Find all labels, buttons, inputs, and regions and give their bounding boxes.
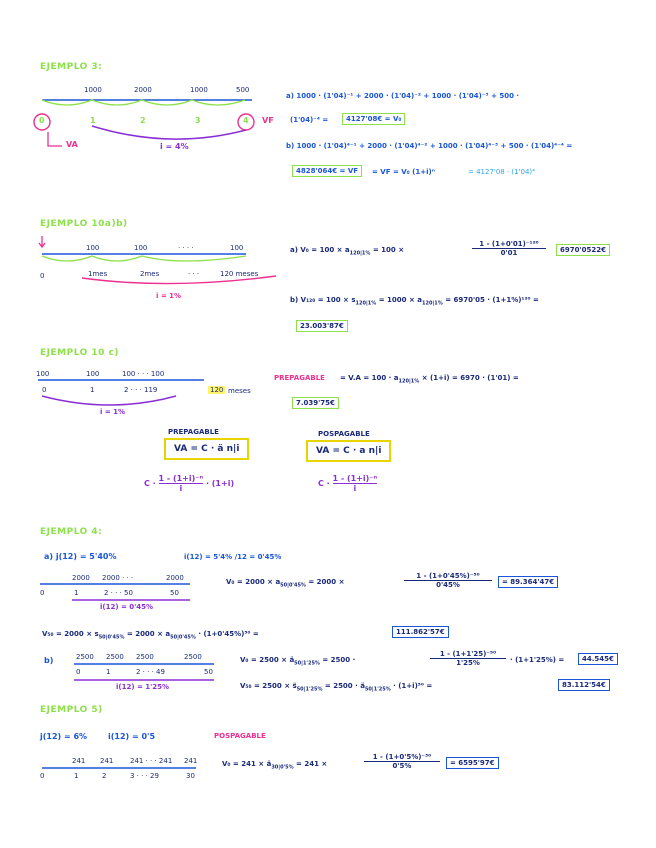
ex4-b-label: b) [44,656,54,665]
ex4b-node-3: 50 [204,668,213,676]
ex5-monthly-rate: i(12) = 0'5 [108,732,156,741]
ex3-tick-4: 500 [236,86,250,94]
ex5-tick-2: 241 [100,757,114,765]
ex3-node-2: 2 [140,116,146,125]
ex3-eq-b-line1: b) 1000 · (1'04)⁴⁻¹ + 2000 · (1'04)⁴⁻² + 1000 · (1'04)⁴⁻³ + 500 · (1'04)⁴⁻⁴ = [286,142,573,150]
ex10c-node-last: 120 [210,386,224,394]
ex10ab-tick-4: 100 [230,244,244,252]
ex4a-node-0: 0 [40,589,45,597]
ex10ab-rate: i = 1% [156,292,182,300]
ex10c-node-1: 1 [90,386,95,394]
ex10ab-tick-2: 100 [134,244,148,252]
ex5-tick-4: 241 [184,757,198,765]
ex4-v50-eq: $V_{50} = 2000 \times s_{50|0'45\%} = 2000 \times a_{50|0'45\%} \cdot (1+0'45\%)^{50}$ = [42,630,259,641]
ex10ab-tick-3: · · · · [178,244,194,252]
ex10ab-result-a: 6970'0522€ [556,244,610,256]
ex4b-node-2: 2 · · · 49 [136,668,165,676]
ex3-result-vf: 4828'064€ = VF [292,165,362,177]
ex10ab-node-1: 1mes [88,270,108,278]
ex4b-v50-eq: $V_{50} = 2500 \times s̈_{50|1'25\%} = 2500$ · $ä_{50|1'25\%} \cdot (1+i)^{50}$ = [240,682,433,693]
ex5-pospagable-label: POSPAGABLE [214,732,266,740]
ex5-eq-fraction: 1 - (1+0'5%)⁻³⁰ 0'5% [364,753,440,770]
ex5-node-3: 3 · · · 29 [130,772,159,780]
ex4-a-nominal-rate: a) j(12) = 5'40% [44,552,117,561]
ex4a-tick-3: 2000 [166,574,184,582]
ex5-node-1: 1 [74,772,79,780]
ex10ab-node-4: 120 meses [220,270,259,278]
ex3-tick-2: 2000 [134,86,152,94]
ex5-eq: $V_0 = 241 \times ä_{30|0'5\%} = 241$ × [222,760,328,771]
ex4a-eq-fraction: 1 - (1+0'45%)⁻⁵⁰ 0'45% [404,572,492,589]
ex10c-box-pospagable: VA = C · a n|i [306,440,391,462]
ex10c-pospagable-expansion: C · $\frac{\text{1 - (1+i)⁻ⁿ}}{i}$ [318,474,378,493]
ex3-vf-label: VF [262,116,274,125]
ex4b-tick-2: 2500 [106,653,124,661]
ex10c-tick-2: 100 [86,370,100,378]
ex10c-tick-3: 100 · · · 100 [122,370,165,378]
ex4b-rate: i(12) = 1'25% [116,683,170,691]
ex3-node-1: 1 [90,116,96,125]
ex5-node-0: 0 [40,772,45,780]
ex10ab-eq-b: b) $V_{120} = 100 \times s_{120|1\%} = 1000 \times a_{120|1\%} = 6970'05 \cdot (1+1\%)^{120}$ = [290,296,539,307]
ex3-node-0: 0 [39,116,45,125]
ex4b-v0-result: 44.545€ [578,653,618,665]
ex3-result-v0: 4127'08€ = V₀ [342,113,405,125]
ex10ab-eq-a: a) $V_0 = 100 \times a_{120|1\%} = 100$ × [290,246,405,257]
ex10ab-result-b: 23.003'87€ [296,320,348,332]
ex10c-result: 7.039'75€ [292,397,339,409]
ex4a-eq: $V_0 = 2000 \times a_{50|0'45\%} = 2000$ × [226,578,345,589]
ex4b-v50-result: 83.112'54€ [558,679,610,691]
ex4b-node-1: 1 [106,668,111,676]
ejemplo-4-title: EJEMPLO 4: [40,527,103,537]
ejemplo-5-title: EJEMPLO 5) [40,705,103,715]
ex4a-node-2: 2 · · · 50 [104,589,133,597]
ex10ab-eq-a-fraction: 1 - (1+0'01)⁻¹²⁰ 0'01 [472,240,546,257]
ex3-rate: i = 4% [160,142,189,151]
ex4b-tick-4: 2500 [184,653,202,661]
ex3-eq-a-line1: a) 1000 · (1'04)⁻¹ + 2000 · (1'04)⁻² + 1000 · (1'04)⁻³ + 500 · [286,92,520,100]
ex5-result: = 6595'97€ [446,757,499,769]
ex4a-node-3: 50 [170,589,179,597]
ex4b-v0-fraction: 1 - (1+1'25)⁻⁵⁰ 1'25% [430,650,506,667]
ex3-eq-b-formula: = VF = V₀ (1+i)ⁿ [372,168,435,176]
ex4a-node-1: 1 [74,589,79,597]
ex10c-prepagable-label: PREPAGABLE [274,374,325,382]
ex4-a-monthly-rate: i(12) = 5'4% /12 = 0'45% [184,553,282,561]
ex5-tick-1: 241 [72,757,86,765]
ex4b-v0-eq: $V_0 = 2500 \times ä_{50|1'25\%} = 2500$ · [240,656,356,667]
ex3-va-label: VA [66,140,78,149]
ex4a-rate: i(12) = 0'45% [100,603,154,611]
ex10c-box-prepagable: VA = C · ä n|i [164,438,249,460]
ex5-tick-3: 241 · · · 241 [130,757,173,765]
ex10c-box-prepagable-label: PREPAGABLE [168,428,219,436]
ex3-eq-b-check: = 4127'08 · (1'04)⁴ [468,168,535,176]
ex10ab-tick-1: 100 [86,244,100,252]
ex10c-prepagable-expansion: C · $\frac{\text{1 - (1+i)⁻ⁿ}}{i}$ · (1+i) [144,474,235,493]
ex10ab-node-2: 2mes [140,270,160,278]
ex4b-tick-1: 2500 [76,653,94,661]
ex10c-node-0: 0 [42,386,47,394]
ex4a-result: = 89.364'47€ [498,576,558,588]
ex3-tick-1: 1000 [84,86,102,94]
ex4b-node-0: 0 [76,668,81,676]
ex4a-tick-1: 2000 [72,574,90,582]
ex5-node-4: 30 [186,772,195,780]
ex3-node-4: 4 [243,116,249,125]
ex10c-eq: = $V.A = 100 \cdot a_{120|1\%} \times (1+i) = 6970 \cdot (1'01)$ = [340,374,519,385]
ejemplo-10c-title: EJEMPLO 10 c) [40,348,120,358]
ex10c-rate: i = 1% [100,408,126,416]
ex10ab-node-0: 0 [40,272,45,280]
ex4b-tick-3: 2500 [136,653,154,661]
ex10c-meses: meses [228,387,251,395]
ex4-v50-result: 111.862'57€ [392,626,449,638]
ex10c-box-pospagable-label: POSPAGABLE [318,430,370,438]
ejemplo-3-title: EJEMPLO 3: [40,62,103,72]
ex4a-tick-2: 2000 · · · [102,574,134,582]
ex3-eq-a-line2: (1'04)⁻⁴ = [290,116,329,124]
ex10c-tick-1: 100 [36,370,50,378]
ejemplo-10ab-title: EJEMPLO 10a)b) [40,219,128,229]
ex10c-node-2: 2 · · · 119 [124,386,158,394]
ex3-tick-3: 1000 [190,86,208,94]
ex3-node-3: 3 [195,116,201,125]
ex4b-v0-tail: · (1+1'25%) = [510,656,565,664]
ex10ab-node-3: · · · [188,270,200,278]
ex5-node-2: 2 [102,772,107,780]
ex5-nominal-rate: j(12) = 6% [40,732,88,741]
